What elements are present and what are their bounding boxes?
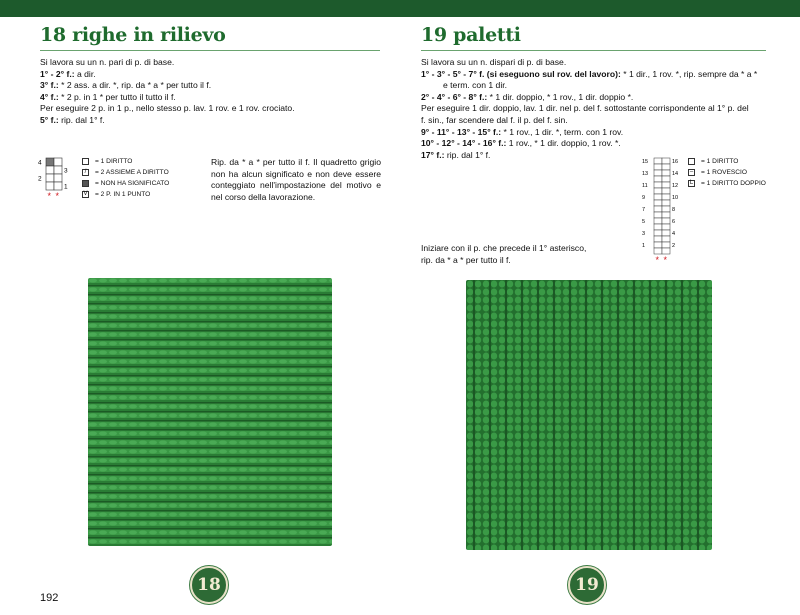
pattern-number-badge-18: 18 (190, 566, 228, 604)
chart-cell (46, 158, 54, 166)
chart-row-number: 13 (642, 171, 649, 177)
right-line (421, 115, 766, 127)
right-instructions (421, 57, 766, 161)
swatch-19-photo (466, 280, 712, 550)
minus-square-icon: – (689, 169, 694, 175)
left-legend-label: = NON HA SIGNIFICATO (95, 180, 170, 187)
left-legend-row (82, 167, 169, 178)
chart-row-number: 10 (672, 195, 679, 201)
asterisk-marker: * (55, 191, 60, 201)
right-line (421, 80, 766, 92)
chart-row-number: 5 (642, 219, 646, 225)
chart-cell (654, 236, 662, 242)
chart-cell (654, 206, 662, 212)
left-legend (82, 156, 169, 200)
chart-row-number: 2 (38, 175, 42, 183)
right-line-text: * 1 dir. doppio, * 1 rov., 1 dir. doppio *. (487, 91, 634, 102)
chart-cell (662, 218, 670, 224)
filled-square-icon (82, 180, 89, 187)
chart-cell (654, 176, 662, 182)
right-legend (688, 156, 766, 189)
slash-square-icon: / (82, 169, 89, 176)
top-green-bar (0, 0, 800, 17)
right-line (421, 69, 766, 81)
asterisk-marker: * (663, 255, 668, 265)
chart-cell (54, 174, 62, 182)
right-line-text: rip. dal 1° f. (444, 149, 491, 160)
right-line-text: Per eseguire 1 dir. doppio, lav. 1 dir. nel p. del f. sottostante corrispondente al 1° p. del (421, 103, 749, 114)
chart-row-number: 1 (642, 243, 646, 249)
chart-cell (662, 230, 670, 236)
right-note-line1: Iniziare con il p. che precede il 1° asterisco, (421, 243, 587, 253)
chart-row-number: 12 (672, 183, 679, 189)
empty-square-icon (688, 158, 695, 165)
left-line (40, 92, 380, 104)
chart-cell (54, 182, 62, 190)
chart-cell (662, 236, 670, 242)
left-line (40, 57, 380, 69)
chart-cell (662, 194, 670, 200)
right-line (421, 103, 766, 115)
right-legend-label: = 1 ROVESCIO (701, 169, 747, 176)
left-line-text: a dir. (74, 68, 96, 79)
chart-cell (654, 158, 662, 164)
chart-cell (662, 248, 670, 254)
left-title-rule (40, 50, 380, 51)
right-stitch-chart (642, 156, 682, 271)
swatch-18-photo (88, 278, 332, 546)
right-column (421, 24, 766, 161)
chart-cell (654, 188, 662, 194)
right-line-text: 1 rov., * 1 dir. doppio, 1 rov. *. (506, 138, 621, 149)
chart-cell (46, 182, 54, 190)
chart-row-number: 2 (672, 243, 676, 249)
chart-cell (654, 230, 662, 236)
left-row-label: 5° f.: (40, 114, 59, 125)
chart-cell (654, 218, 662, 224)
right-legend-label: = 1 DIRITTO (701, 158, 739, 165)
right-line (421, 57, 766, 69)
chart-cell (662, 170, 670, 176)
asterisk-marker: * (655, 255, 660, 265)
left-legend-label: = 1 DIRITTO (95, 158, 133, 165)
chart-row-number: 4 (672, 231, 676, 237)
chart-cell (662, 212, 670, 218)
right-note-line2: rip. da * a * per tutto il f. (421, 254, 511, 265)
chart-cell (654, 194, 662, 200)
chart-cell (662, 176, 670, 182)
left-line (40, 80, 380, 92)
left-line (40, 115, 380, 127)
left-line-text: * 2 p. in 1 * per tutto il tutto il f. (58, 91, 176, 102)
right-note (421, 243, 621, 266)
right-line-text: Si lavora su un n. dispari di p. di base. (421, 57, 567, 67)
chart-row-number: 15 (642, 159, 649, 165)
left-stitch-chart (36, 156, 76, 206)
chart-cell (662, 188, 670, 194)
chart-cell (46, 174, 54, 182)
left-legend-row (82, 156, 169, 167)
chart-cell (54, 158, 62, 166)
right-legend-row (688, 156, 766, 167)
left-row-label: 1° - 2° f.: (40, 68, 75, 79)
right-row-label: 9° - 11° - 13° - 15° f.: (421, 126, 502, 137)
right-row-label: 10° - 12° - 14° - 16° f.: (421, 138, 507, 149)
right-row-label: 2° - 4° - 6° - 8° f.: (421, 91, 488, 102)
right-line-text: e term. con 1 dir. (443, 80, 508, 91)
right-legend-row (688, 167, 766, 178)
left-line-text: rip. dal 1° f. (58, 114, 105, 125)
chart-cell (654, 224, 662, 230)
chart-cell (662, 200, 670, 206)
left-line-text: Si lavora su un n. pari di p. di base. (40, 57, 175, 67)
l-square-icon: L (689, 180, 694, 186)
chart-cell (654, 182, 662, 188)
empty-square-icon (82, 158, 89, 165)
right-line (421, 92, 766, 104)
chart-row-number: 11 (642, 183, 648, 189)
chart-cell (662, 206, 670, 212)
left-instructions (40, 57, 380, 127)
pattern-number-badge-19: 19 (568, 566, 606, 604)
chart-cell (662, 164, 670, 170)
right-legend-label: = 1 DIRITTO DOPPIO (701, 180, 766, 187)
chart-cell (654, 200, 662, 206)
right-legend-row (688, 178, 766, 189)
left-legend-label: = 2 ASSIEME A DIRITTO (95, 169, 169, 176)
chart-row-number: 14 (672, 171, 679, 177)
right-line (421, 127, 766, 139)
left-legend-row (82, 189, 169, 200)
left-line (40, 103, 380, 115)
left-column (40, 24, 380, 127)
chart-row-number: 4 (38, 159, 42, 167)
chart-cell (654, 212, 662, 218)
left-line-text: Per eseguire 2 p. in 1 p., nello stesso p. lav. 1 rov. e 1 rov. crociato. (40, 103, 295, 114)
page-number: 192 (40, 592, 59, 604)
left-note: Rip. da * a * per tutto il f. Il quadretto grigio non ha alcun significato e non deve essere conteggiato nell'impostazione del motivo e nel corso della lavorazione. (211, 157, 381, 202)
watermark: PassionForum.ru (723, 600, 792, 610)
v-square-icon: V (83, 191, 88, 197)
left-row-label: 3° f.: (40, 80, 59, 91)
chart-row-number: 16 (672, 159, 679, 165)
chart-cell (662, 182, 670, 188)
chart-cell (654, 248, 662, 254)
chart-row-number: 7 (642, 207, 646, 213)
chart-row-number: 3 (642, 231, 646, 237)
left-legend-row (82, 178, 169, 189)
asterisk-marker: * (47, 191, 52, 201)
right-title-rule (421, 50, 766, 51)
chart-cell (54, 166, 62, 174)
chart-row-number: 9 (642, 195, 646, 201)
right-title: 19 paletti (421, 24, 521, 46)
chart-cell (662, 224, 670, 230)
chart-cell (662, 242, 670, 248)
left-title: 18 righe in rilievo (40, 24, 226, 46)
chart-cell (654, 242, 662, 248)
left-line-text: * 2 ass. a dir. *, rip. da * a * per tutto il f. (58, 80, 212, 91)
chart-row-number: 3 (64, 167, 68, 175)
chart-cell (46, 166, 54, 174)
chart-cell (662, 158, 670, 164)
chart-cell (654, 164, 662, 170)
right-line-text: f. sin., far scendere dal f. il p. del f. sin. (421, 114, 568, 125)
left-legend-label: = 2 P. IN 1 PUNTO (95, 191, 151, 198)
right-line (421, 138, 766, 150)
chart-row-number: 6 (672, 219, 676, 225)
chart-row-number: 8 (672, 207, 676, 213)
right-line-text: * 1 rov., 1 dir. *, term. con 1 rov. (501, 126, 624, 137)
left-line (40, 69, 380, 81)
right-line-text: * 1 dir., 1 rov. *, rip. sempre da * a * (620, 68, 758, 79)
right-row-label: 1° - 3° - 5° - 7° f. (si eseguono sul rov. del lavoro): (421, 68, 621, 79)
chart-row-number: 1 (64, 183, 68, 191)
chart-cell (654, 170, 662, 176)
left-row-label: 4° f.: (40, 91, 59, 102)
right-row-label: 17° f.: (421, 149, 445, 160)
